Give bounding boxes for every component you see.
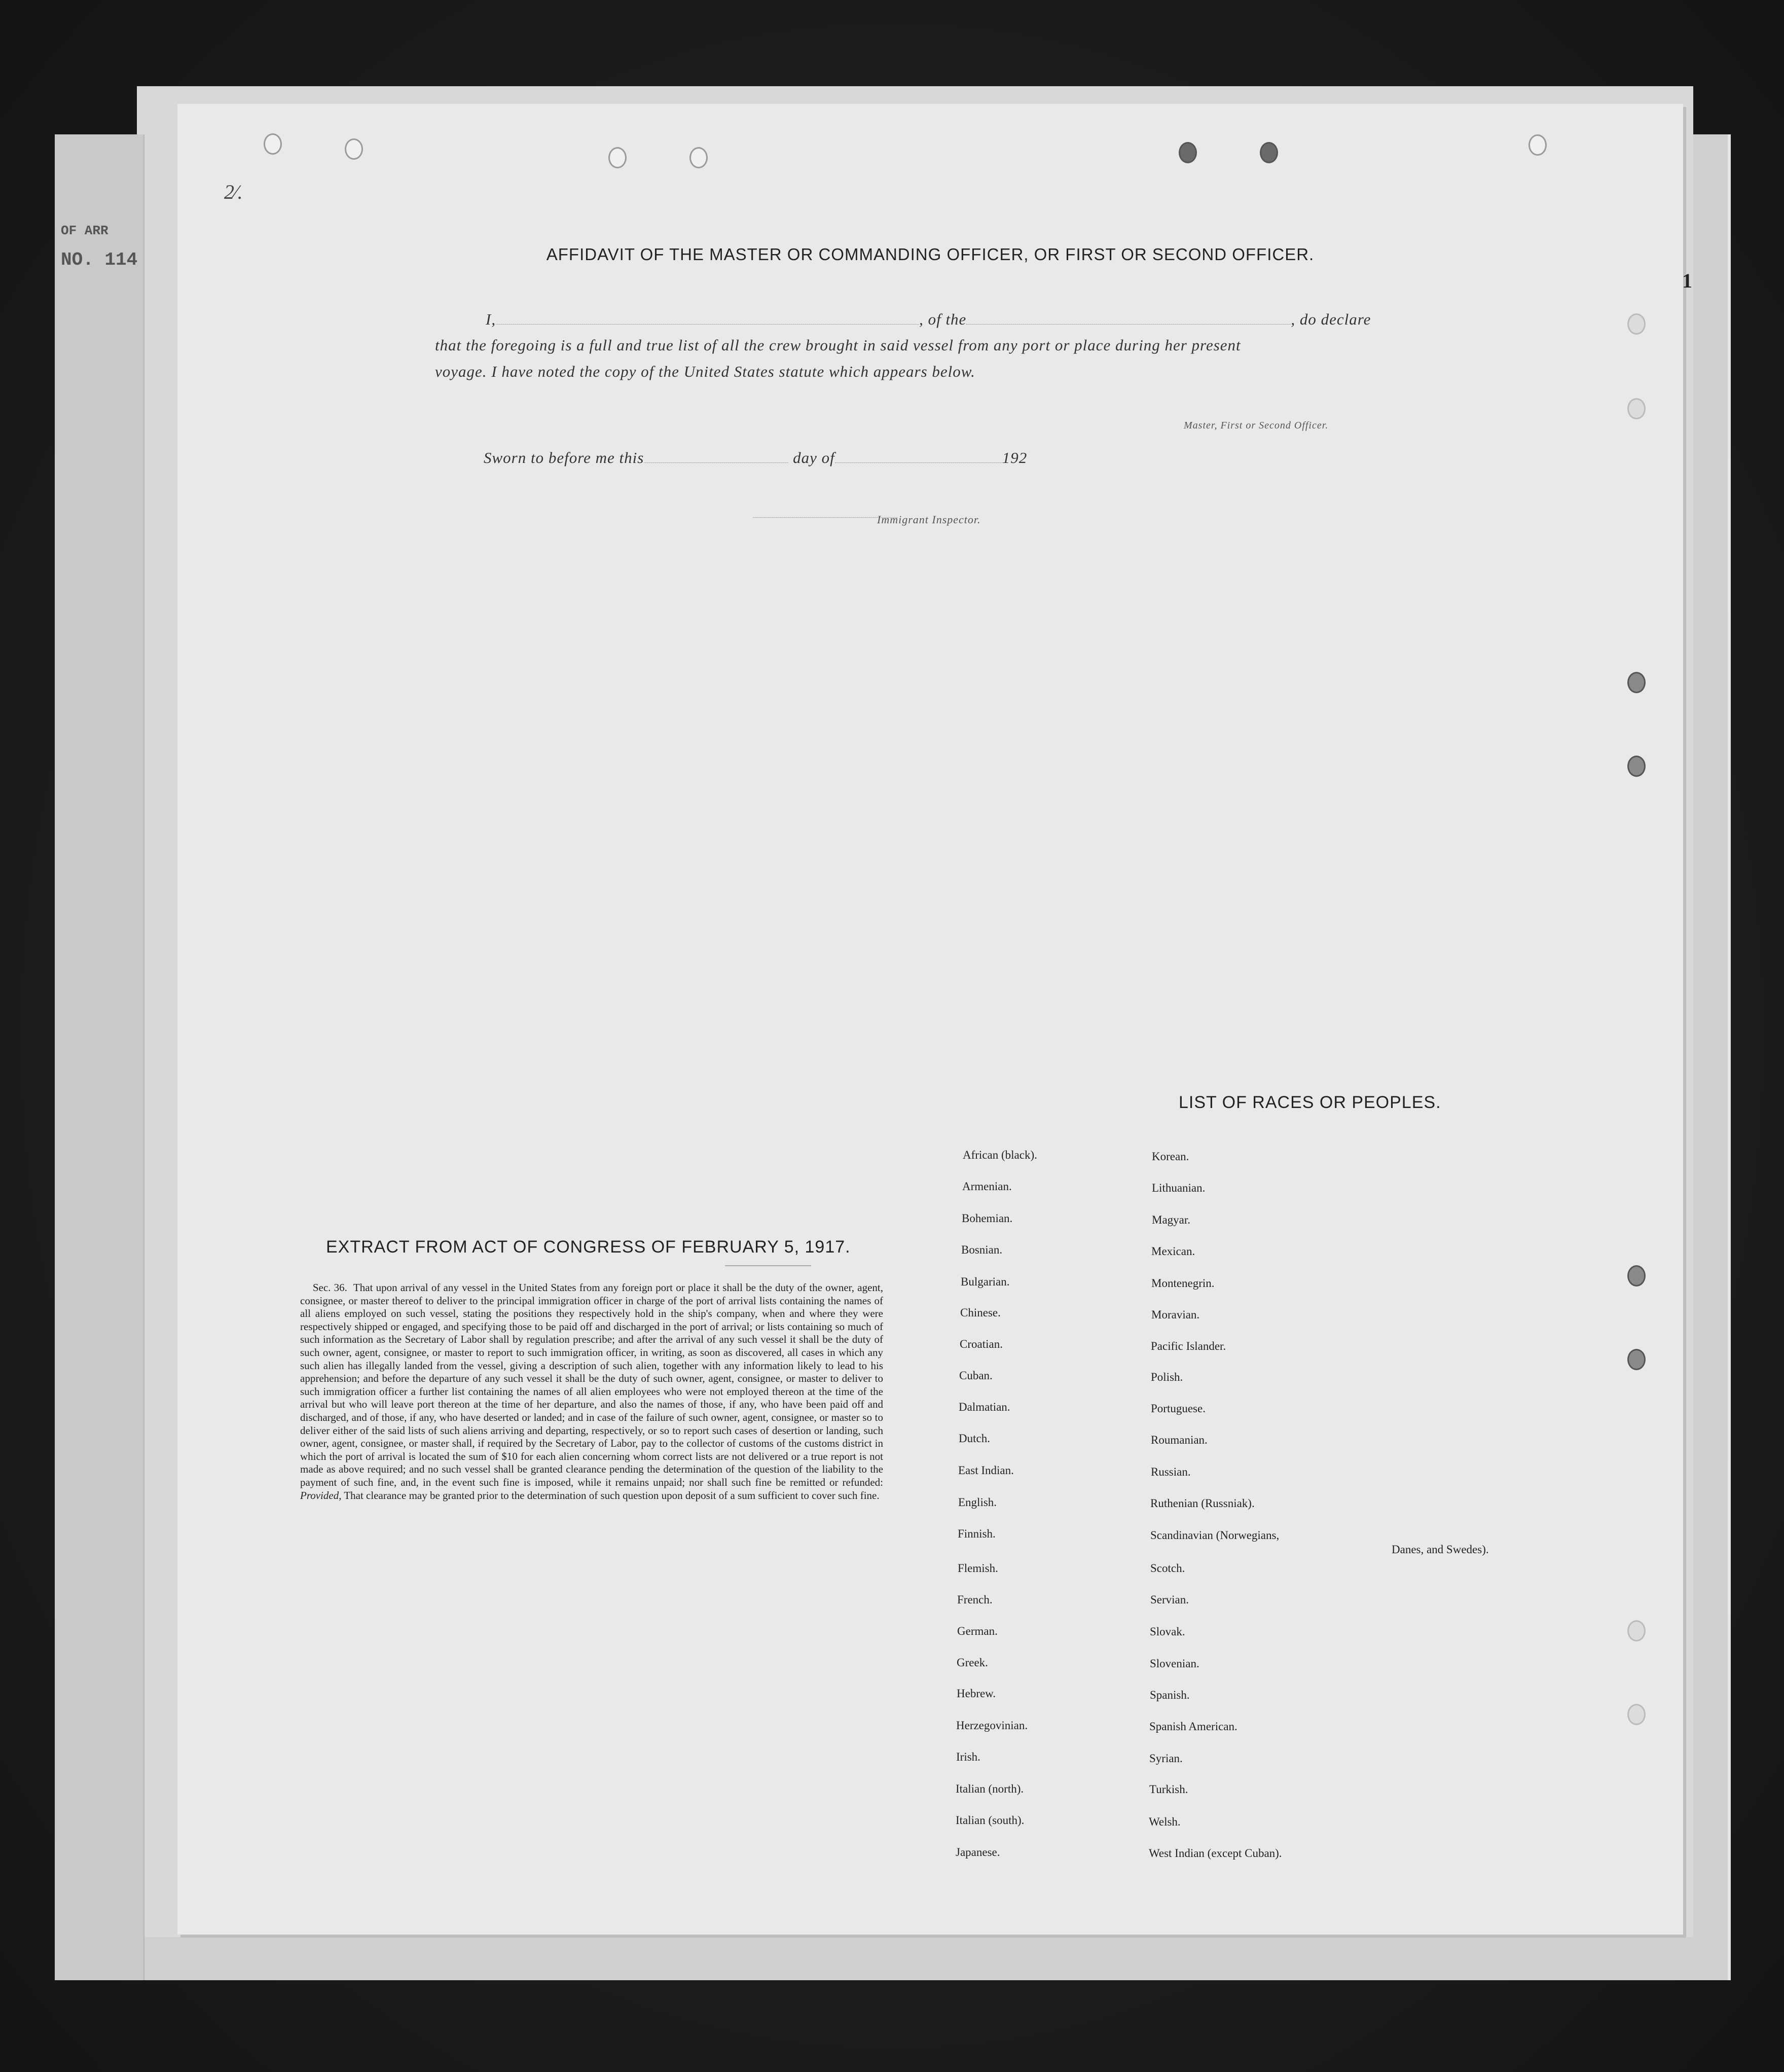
race-right-item: Russian. — [1151, 1466, 1191, 1478]
sworn-start: Sworn to before me this — [484, 449, 644, 467]
race-left-item: Irish. — [956, 1751, 980, 1763]
race-right-item: Moravian. — [1151, 1308, 1200, 1321]
race-right-item: Slovenian. — [1150, 1657, 1199, 1670]
race-left-item: Bosnian. — [961, 1243, 1003, 1256]
race-left-item: Croatian. — [960, 1338, 1003, 1350]
punch-hole-back — [1627, 1265, 1646, 1287]
punch-hole — [1179, 142, 1197, 163]
race-right-item: Magyar. — [1152, 1213, 1191, 1226]
extract-text: That upon arrival of any vessel in the United States from any foreign port or place it shall be the duty of the owner, agent, consignee, or master thereof to deliver to the principal immigration officer in charge of the port of arrival lists containing the names of all aliens employed on such vessel, stating the positions they respectively hold in the ship's company, when and where they were respectively shipped or engaged, and specifying those to be paid off and discharged in the port of arrival; or lists containing so much of such information as the Secretary of Labor shall by regulation prescribe; and after the arrival of any such vessel it shall be the duty of such owner, agent, consignee, or master to report to such immigration officer, in writing, as soon as discovered, all cases in which any such alien has illegally landed from the vessel, giving a description of such alien, together with any information likely to lead to his apprehension; and before the departure of any such vessel it shall be the duty of such owner, agent, consignee, or master to deliver to such immigration officer a further list containing the names of all alien employees who were not employed thereon at the time of the arrival but who will leave port thereon at the time of her departure, and also the names of those, if any, who have been paid off and discharged, and of those, if any, who have deserted or landed; and in case of the failure of such owner, agent, consignee, or master so to deliver either of the said lists of such aliens arriving and departing, respectively, or so to report such cases of desertion or landing, such owner, agent, consignee, or master shall, if required by the Secretary of Labor, pay to the collector of customs of the customs district in which the port of arrival is located the sum of $10 for each alien concerning whom correct lists are not delivered or a true report is not made as above required; and no such vessel shall be granted clearance pending the determination of the question of the liability to the payment of such fine, and, in the event such fine is imposed, while it remains unpaid; nor shall such fine be remitted or refunded: — [300, 1281, 883, 1488]
affidavit-line-1 — [486, 310, 1371, 329]
race-left-item: Cuban. — [959, 1369, 993, 1382]
affidavit-title: AFFIDAVIT OF THE MASTER OR COMMANDING OFFICER, OR FIRST OR SECOND OFFICER. — [546, 245, 1315, 264]
affidavit-line-2: that the foregoing is a full and true list of all the crew brought in said vessel from any port or place during her present — [435, 336, 1241, 354]
day-blank — [644, 462, 788, 463]
race-right-item: Welsh. — [1149, 1815, 1181, 1828]
race-right-item: Turkish. — [1149, 1783, 1188, 1796]
punch-hole-back — [1627, 1349, 1646, 1370]
race-left-item: Herzegovinian. — [956, 1719, 1028, 1732]
sworn-line — [484, 449, 1027, 467]
race-right-item: Syrian. — [1149, 1752, 1183, 1765]
punch-hole — [1528, 134, 1547, 156]
race-left-item: German. — [957, 1625, 998, 1637]
punch-hole-back — [1627, 398, 1646, 419]
left-underlying-page-edge — [55, 134, 144, 1980]
form-page — [177, 104, 1683, 1935]
race-right-item: Roumanian. — [1151, 1434, 1208, 1446]
inspector-caption: Immigrant Inspector. — [877, 513, 981, 526]
proviso-word: Provided, — [300, 1489, 342, 1502]
race-right-item: West Indian (except Cuban). — [1149, 1847, 1282, 1860]
race-left-item: Italian (north). — [956, 1782, 1024, 1795]
race-left-item: Bohemian. — [962, 1212, 1013, 1225]
punch-hole — [264, 133, 282, 155]
inspector-blank — [753, 517, 897, 518]
right-mark: 1 — [1682, 269, 1692, 292]
sworn-mid: day of — [793, 449, 835, 467]
affidavit-line1-end: , do declare — [1291, 310, 1371, 328]
race-right-item: Spanish. — [1150, 1689, 1190, 1701]
race-left-item: Chinese. — [960, 1306, 1001, 1319]
race-right-item: Korean. — [1152, 1150, 1189, 1163]
race-left-item: Finnish. — [958, 1527, 996, 1540]
race-left-item: Armenian. — [962, 1180, 1012, 1193]
proviso-text: That clearance may be granted prior to the determination of such question upon deposit of a sum sufficient to cover such fine. — [344, 1489, 880, 1502]
race-right-item: Scandinavian (Norwegians, — [1150, 1529, 1280, 1542]
affidavit-line1-start: I, — [486, 310, 496, 328]
punch-hole — [1260, 142, 1278, 163]
name-blank — [496, 324, 919, 325]
month-blank — [835, 462, 1002, 463]
race-sub-line: Danes, and Swedes). — [1392, 1543, 1489, 1556]
handwritten-mark: 2⁄. — [224, 181, 243, 203]
race-left-item: Flemish. — [958, 1562, 998, 1575]
extract-title: EXTRACT FROM ACT OF CONGRESS OF FEBRUARY 5, 1917. — [326, 1237, 851, 1257]
punch-hole-back — [1627, 1620, 1646, 1641]
race-left-item: English. — [958, 1496, 997, 1509]
affidavit-line-3: voyage. I have noted the copy of the United States statute which appears below. — [435, 363, 975, 380]
race-right-item: Ruthenian (Russniak). — [1150, 1497, 1255, 1510]
punch-hole-back — [1627, 1704, 1646, 1725]
race-right-item: Lithuanian. — [1152, 1182, 1206, 1194]
punch-hole — [608, 147, 627, 168]
punch-hole-back — [1627, 756, 1646, 777]
races-title: LIST OF RACES OR PEOPLES. — [1179, 1093, 1441, 1112]
race-left-item: Bulgarian. — [961, 1275, 1010, 1288]
signature-caption: Master, First or Second Officer. — [1184, 420, 1329, 431]
affidavit-line1-mid: , of the — [919, 310, 967, 328]
race-right-item: Scotch. — [1150, 1562, 1185, 1575]
race-right-item: Slovak. — [1150, 1625, 1185, 1638]
section-label: Sec. 36. — [312, 1281, 347, 1294]
race-left-item: Japanese. — [956, 1846, 1000, 1859]
strip-text-2: NO. 114 — [61, 249, 138, 270]
punch-hole-back — [1627, 313, 1646, 335]
race-right-item: Montenegrin. — [1151, 1277, 1215, 1290]
race-left-item: French. — [957, 1593, 993, 1606]
punch-hole-back — [1627, 672, 1646, 693]
race-left-item: East Indian. — [958, 1464, 1014, 1477]
vessel-blank — [966, 324, 1291, 325]
race-right-item: Pacific Islander. — [1151, 1340, 1226, 1352]
sworn-year: 192 — [1002, 449, 1028, 467]
race-left-item: Dutch. — [959, 1432, 990, 1445]
race-left-item: Dalmatian. — [959, 1401, 1010, 1413]
race-right-item: Portuguese. — [1151, 1402, 1206, 1415]
punch-hole — [345, 138, 363, 160]
race-right-item: Mexican. — [1151, 1245, 1195, 1258]
race-right-item: Spanish American. — [1149, 1720, 1237, 1733]
extract-title-rule — [725, 1265, 811, 1266]
extract-body — [300, 1281, 883, 1502]
race-left-item: Hebrew. — [957, 1687, 996, 1700]
race-left-item: Greek. — [957, 1656, 988, 1669]
race-left-item: Italian (south). — [956, 1814, 1025, 1827]
race-right-item: Servian. — [1150, 1593, 1189, 1606]
strip-text-1: OF ARR — [61, 223, 108, 238]
race-right-item: Polish. — [1151, 1371, 1183, 1383]
punch-hole — [689, 147, 708, 168]
race-left-item: African (black). — [963, 1149, 1037, 1161]
